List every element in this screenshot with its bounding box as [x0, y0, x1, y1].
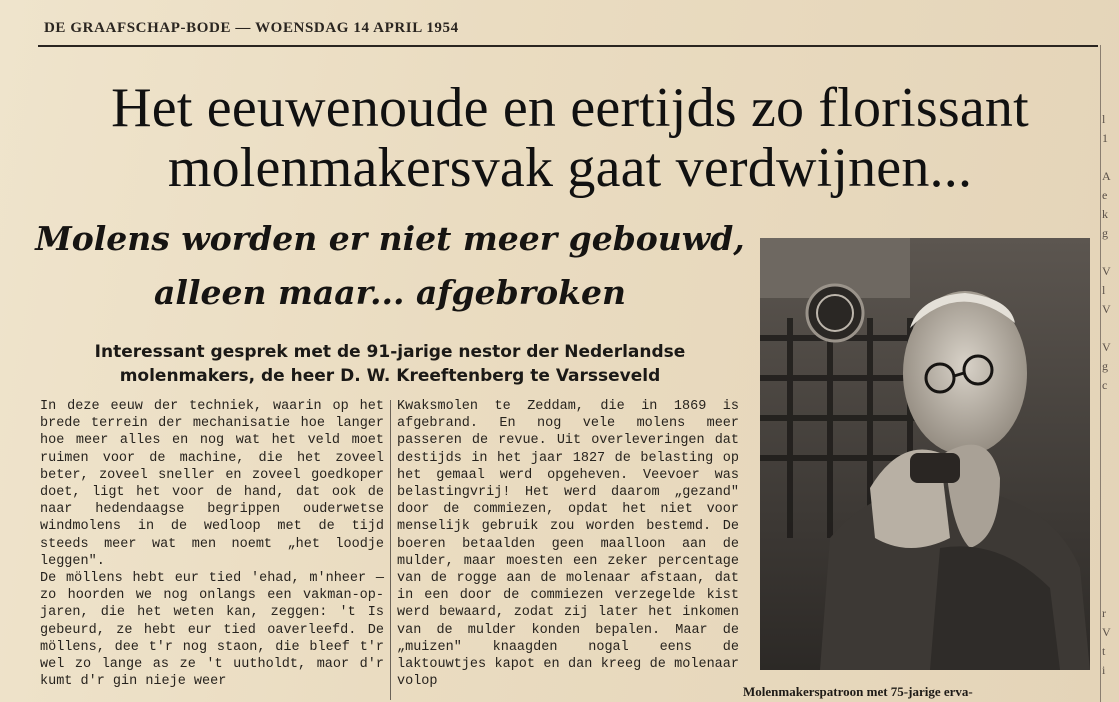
adjacent-column-letter: l [1102, 283, 1106, 297]
adjacent-column-letter: A [1102, 169, 1111, 183]
intro-line-1: Interessant gesprek met de 91-jarige nestor der Nederlandse [94, 342, 686, 362]
adjacent-column-letter: V [1102, 625, 1111, 639]
adjacent-column-letter [1102, 509, 1119, 528]
adjacent-column-letter: g [1102, 226, 1108, 240]
adjacent-column-letter [1102, 243, 1119, 262]
portrait-photo-illustration [760, 238, 1090, 670]
adjacent-column-letter: V [1102, 302, 1111, 316]
adjacent-column-letter [1102, 414, 1119, 433]
intro-line-2: molenmakers, de heer D. W. Kreeftenberg te Varsseveld [119, 366, 661, 386]
adjacent-column-rule [1100, 45, 1101, 702]
article-column-1: In deze eeuw der techniek, waarin op het brede terrein der mechanisatie hoe langer hoe meer alles en nog wat het veld moet ruimen voor de machine, die het zoveel beter, zoveel sneller en zoveel goedkoper doet, ligt het voor de hand, dat ook de naar hedendaagse begrippen ouderwetse windmolens in de wedloop met de tijd steeds meer wat men noemt „het loodje leggen". De möllens hebt eur tied 'ehad, m'nheer — zo hoorden we nog onlangs een vakman-op-jaren, die het weten kan, zeggen: 't Is gebeurd, ze hebt eur tied oaverleefd. De möllens, dee t'r nog staon, die bleef t'r wel zo lange as ze 't uutholdt, maor d'r kumt d'r gin nieje weer [40, 399, 384, 690]
adjacent-column-letter [1102, 452, 1119, 471]
adjacent-column-letter: l [1102, 112, 1106, 126]
adjacent-column-letter: g [1102, 359, 1108, 373]
adjacent-column-letter [1102, 471, 1119, 490]
adjacent-column-letter: t [1102, 644, 1106, 658]
headline-line-2: molenmakersvak gaat verdwijnen... [167, 137, 973, 199]
photo-caption: Molenmakerspatroon met 75-jarige erva- [743, 684, 973, 699]
adjacent-column-letter: r [1102, 606, 1106, 620]
subheadline [20, 212, 760, 320]
adjacent-column-letter: V [1102, 264, 1111, 278]
adjacent-column-letter [1102, 433, 1119, 452]
adjacent-column-fragment [1102, 110, 1119, 702]
adjacent-column-letter [1102, 319, 1119, 338]
adjacent-column-letter [1102, 585, 1119, 604]
adjacent-column-letter: 1 [1102, 131, 1108, 145]
masthead: DE GRAAFSCHAP-BODE — WOENSDAG 14 APRIL 1954 [44, 20, 459, 36]
masthead-rule [38, 45, 1098, 47]
adjacent-column-letter [1102, 528, 1119, 547]
adjacent-column-letter: k [1102, 207, 1108, 221]
column-divider [390, 400, 391, 700]
headline-line-1: Het eeuwenoude en eertijds zo florissant [111, 77, 1029, 139]
adjacent-column-letter: V [1102, 340, 1111, 354]
adjacent-column-letter: e [1102, 188, 1108, 202]
adjacent-column-letter: i [1102, 663, 1106, 677]
subheadline-line-2: alleen maar... afgebroken [154, 273, 626, 312]
article-column-2: Kwaksmolen te Zeddam, die in 1869 is afgebrand. En nog vele molens meer passeren de revue. Uit overleveringen dat destijds in het jaar 1827 de belasting op het gemaal werd opgeheven. Veevoer was belastingvrij! Het werd daarom „gezand" door de commiezen, opdat het niet voor menselijk gebruik zou worden bestemd. De boeren betaalden geen maalloon aan de mulder, maar moesten een zeker percentage van de rogge aan de molenaar afstaan, dat in een door de commiezen verzegelde kist werd bewaard, zodat zij later het inkomen van de mulder konden bepalen. Maar de „muizen" knaagden nogal eens de laktouwtjes kapot en dan kreeg de molenaar volop [397, 399, 739, 690]
portrait-photo [760, 238, 1090, 670]
subheadline-line-1: Molens worden er niet meer gebouwd, [35, 219, 745, 258]
intro-deck [40, 340, 740, 388]
adjacent-column-letter [1102, 490, 1119, 509]
adjacent-column-letter [1102, 566, 1119, 585]
headline [30, 78, 1110, 198]
adjacent-column-letter [1102, 148, 1119, 167]
adjacent-column-letter: c [1102, 378, 1108, 392]
adjacent-column-letter [1102, 395, 1119, 414]
adjacent-column-letter [1102, 547, 1119, 566]
